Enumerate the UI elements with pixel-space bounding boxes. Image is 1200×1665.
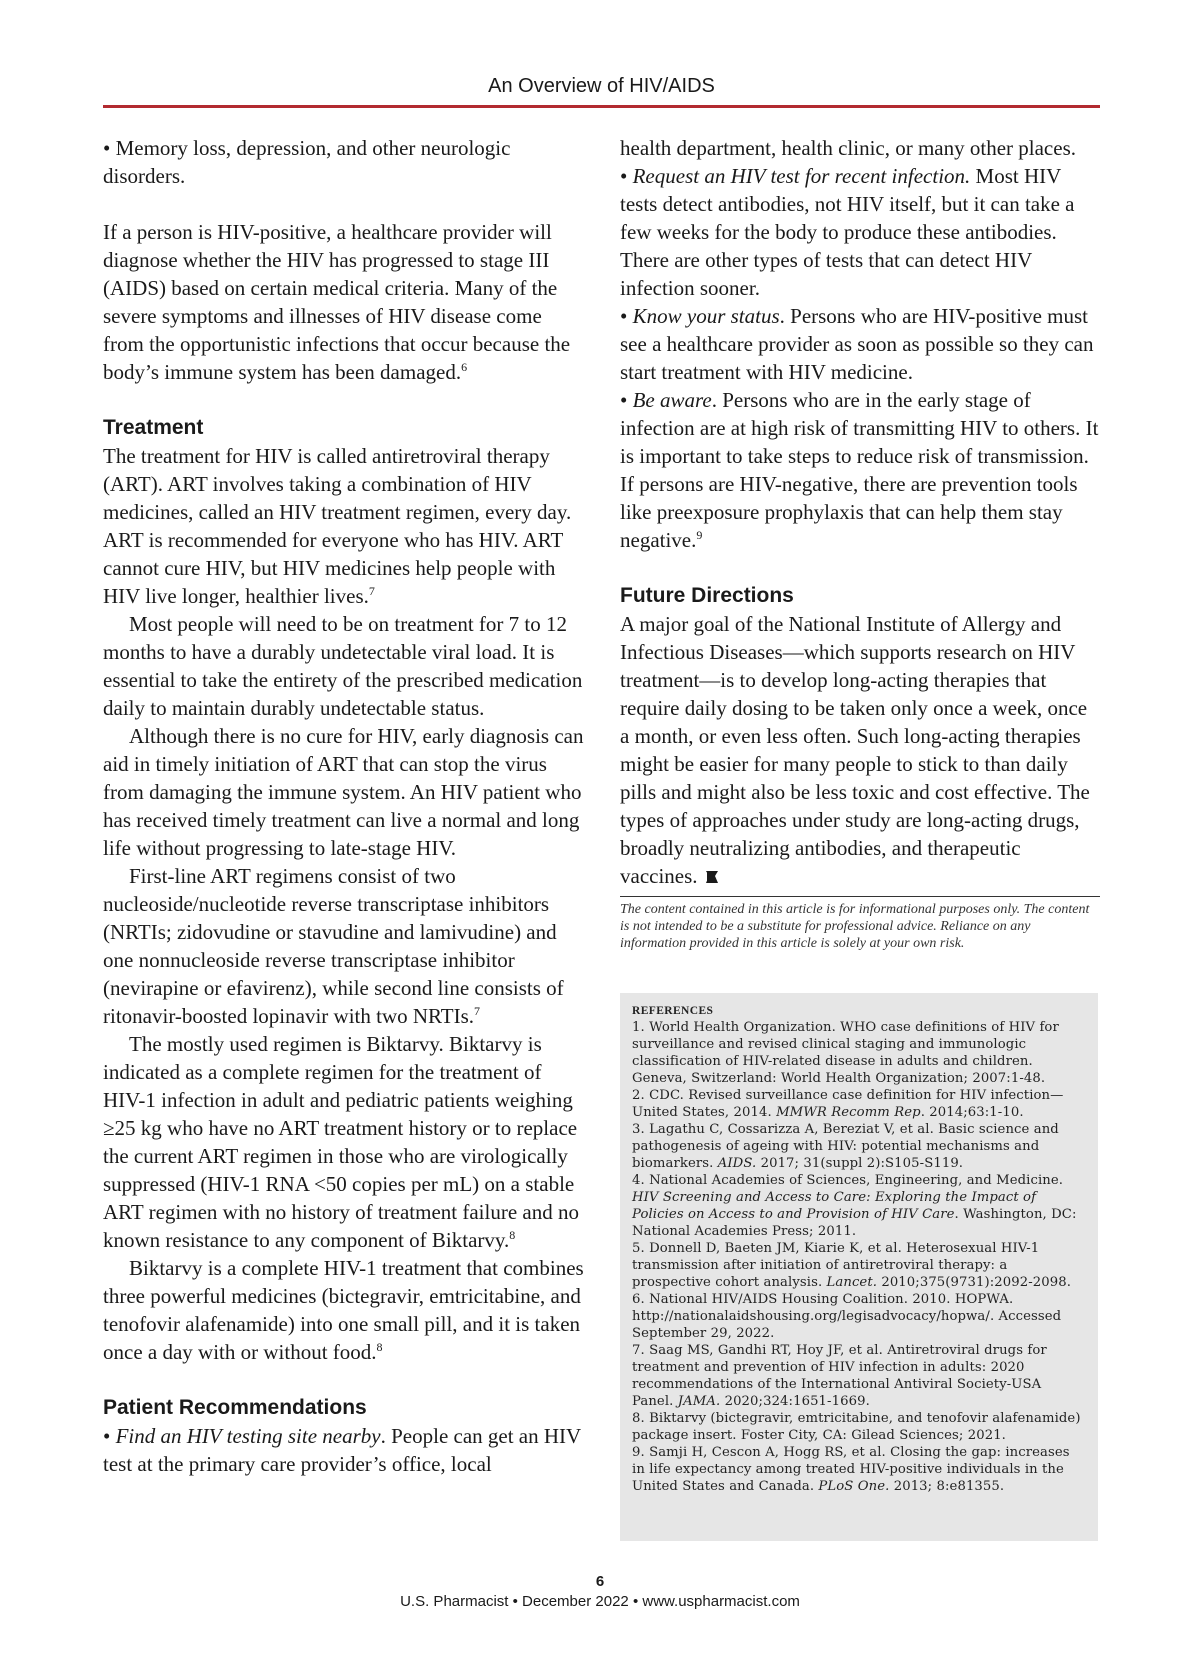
recommendation-text: . Persons who are in the early stage of infection are at high risk of transmitting HIV to others. It is important to take steps to reduce risk of transmission. If persons are HIV-negative, there are prevention tools like preexposure prophylaxis that can help them stay negative. — [620, 388, 1099, 552]
disclaimer: The content contained in this article is for informational purposes only. The content is not intended to be a substitute for professional advice. Reliance on any information provided in this article is solely at your own risk. — [620, 896, 1100, 952]
heading-patient-recommendations: Patient Recommendations — [103, 1396, 367, 1419]
paragraph-text: First-line ART regimens consist of two nucleoside/nucleotide reverse transcriptase inhibitors (NRTIs; zidovudine or stavudine and lamivudine) and one nonnucleoside reverse transcriptase inhibitor (nevirapine or efavirenz), while second line consists of ritonavir-boosted lopinavir with two NRTIs. — [103, 864, 564, 1028]
paragraph-diagnose — [103, 218, 585, 386]
paragraph-text: The mostly used regimen is Biktarvy. Biktarvy is indicated as a complete regimen for the treatment of HIV-1 infection in adult and pediatric patients weighing ≥25 kg who have no ART treatment history or to replace the current ART regimen in those who are virologically suppressed (HIV-1 RNA <50 copies per mL) on a stable ART regimen with no history of treatment failure and no known resistance to any component of Biktarvy. — [103, 1032, 579, 1252]
reference-text: 3. Lagathu C, Cossarizza A, Bereziat V, et al. Basic science and pathogenesis of ageing with HIV: potential mechanisms and biomarkers. — [632, 1122, 1059, 1171]
references-heading: REFERENCES — [632, 1005, 714, 1017]
reference-journal: PLoS One. — [818, 1479, 890, 1494]
reference-text: 9. Samji H, Cescon A, Hogg RS, et al. Closing the gap: increases in life expectancy among treated HIV-positive individuals in the United States and Canada. — [632, 1445, 1070, 1494]
reference-text: . 2014;63:1-10. — [920, 1105, 1024, 1120]
reference-item — [632, 1172, 1084, 1240]
journal-footer: U.S. Pharmacist • December 2022 • www.uspharmacist.com — [400, 1593, 800, 1610]
recommendation-text: . Persons who are HIV-positive must see a healthcare provider as soon as possible so they can start treatment with HIV medicine. — [620, 304, 1094, 384]
reference-journal: AIDS. — [717, 1156, 757, 1171]
reference-item — [632, 1444, 1084, 1495]
recommendation-text: Most HIV tests detect antibodies, not HIV itself, but it can take a few weeks for the body to produce these antibodies. There are other types of tests that can detect HIV infection sooner. — [620, 164, 1075, 300]
paragraph-future — [620, 610, 1100, 890]
recommendation-text: . People can get an HIV test at the primary care provider’s office, local — [103, 1424, 581, 1476]
paragraph-text: Biktarvy is a complete HIV-1 treatment that combines three powerful medicines (bictegravir, emtricitabine, and tenofovir alafenamide) into one small pill, and it is taken once a day with or without food. — [103, 1256, 584, 1364]
recommendation-title: Request an HIV test for recent infection. — [632, 164, 971, 188]
page-number: 6 — [595, 1573, 605, 1590]
paragraph-treatment-5 — [103, 1030, 585, 1254]
reference-item: 8. Biktarvy (bictegravir, emtricitabine, and tenofovir alafenamide) package insert. Foster City, CA: Gilead Sciences; 2021. — [632, 1411, 1081, 1443]
reference-item: 6. National HIV/AIDS Housing Coalition. 2010. HOPWA. http://nationalaidshousing.org/legisadvocacy/hopwa/. Accessed September 29, 2022. — [632, 1292, 1062, 1341]
citation: 8 — [376, 1340, 383, 1354]
reference-journal: MMWR Recomm Rep — [776, 1105, 921, 1120]
paragraph-treatment-3: Although there is no cure for HIV, early diagnosis can aid in timely initiation of ART that can stop the virus from damaging the immune system. An HIV patient who has received timely treatment can live a normal and long life without progressing to late-stage HIV. — [103, 724, 584, 860]
reference-item — [632, 1240, 1084, 1291]
reference-journal: JAMA. — [677, 1394, 721, 1409]
paragraph-text: A major goal of the National Institute of Allergy and Infectious Diseases—which supports research on HIV treatment—is to develop long-acting therapies that require daily dosing to be taken only once a week, once a month, or even less often. Such long-acting therapies might be easier for many people to stick to than daily pills and might also be less toxic and cost effective. The types of approaches under study are long-acting drugs, broadly neutralizing antibodies, and therapeutic vaccines. — [620, 612, 1090, 888]
reference-item — [632, 1121, 1084, 1172]
reference-text: 4. National Academies of Sciences, Engineering, and Medicine. — [632, 1173, 1064, 1188]
reference-text: 5. Donnell D, Baeten JM, Kiarie K, et al. Heterosexual HIV-1 transmission after initiation of antiretroviral therapy: a prospective cohort analysis. — [632, 1241, 1040, 1290]
paragraph-memory: • Memory loss, depression, and other neurologic disorders. — [103, 136, 511, 188]
recommendation-title: Find an HIV testing site nearby — [115, 1424, 381, 1448]
reference-text: 2010;375(9731):2092-2098. — [877, 1275, 1072, 1290]
reference-text: 2. CDC. Revised surveillance case definition for HIV infection—United States, 2014. — [632, 1088, 1064, 1120]
recommendation-request-test: • Request an HIV test for recent infection. Most HIV tests detect antibodies, not HIV itself, but it can take a few weeks for the body to produce these antibodies. There are other types of tests that can detect HIV infection sooner. — [620, 164, 1075, 300]
paragraph-treatment-4 — [103, 862, 585, 1030]
citation: 7 — [474, 1004, 481, 1018]
recommendation-find-site: • Find an HIV testing site nearby. People can get an HIV test at the primary care provider’s office, local — [103, 1424, 581, 1476]
recommendation-find-site-cont: health department, health clinic, or many other places. — [620, 136, 1076, 160]
reference-item — [632, 1087, 1084, 1121]
citation: 7 — [368, 584, 375, 598]
reference-text: 7. Saag MS, Gandhi RT, Hoy JF, et al. Antiretroviral drugs for treatment and prevention of HIV infection in adults: 2020 recommendations of the International Antiviral Society-USA Panel. — [632, 1343, 1047, 1409]
reference-text: 2017; 31(suppl 2):S105-S119. — [756, 1156, 964, 1171]
recommendation-be-aware: • Be aware. Persons who are in the early stage of infection are at high risk of transmitting HIV to others. It is important to take steps to reduce risk of transmission. If persons are HIV-negative, there are prevention tools like preexposure prophylaxis that can help them stay negative.$^9$ — [620, 388, 1099, 552]
left-column — [103, 134, 585, 1478]
citation: 6 — [461, 360, 468, 374]
paragraph-treatment-2: Most people will need to be on treatment for 7 to 12 months to have a durably undetectable viral load. It is essential to take the entirety of the prescribed medication daily to maintain durably undetectable status. — [103, 612, 583, 720]
citation: 8 — [509, 1228, 516, 1242]
reference-item: 1. World Health Organization. WHO case definitions of HIV for surveillance and revised clinical staging and immunologic classification of HIV-related disease in adults and children. Geneva, Switzerland: World Health Organization; 2007:1-48. — [632, 1020, 1059, 1086]
paragraph-text: If a person is HIV-positive, a healthcare provider will diagnose whether the HIV has progressed to stage III (AIDS) based on certain medical criteria. Many of the severe symptoms and illnesses of HIV disease come from the opportunistic infections that occur because the body’s immune system has been damaged. — [103, 220, 571, 384]
paragraph-treatment-6 — [103, 1254, 585, 1366]
references-box — [620, 993, 1098, 1541]
heading-treatment: Treatment — [103, 416, 204, 439]
reference-text: 2020;324:1651-1669. — [720, 1394, 870, 1409]
reference-text: . Washington, DC: National Academies Press; 2011. — [632, 1207, 1077, 1239]
running-title: An Overview of HIV/AIDS — [103, 72, 1100, 108]
reference-journal: Lancet. — [826, 1275, 878, 1290]
recommendation-title: Know your status — [632, 304, 780, 328]
recommendation-title: Be aware — [632, 388, 712, 412]
paragraph-treatment-1 — [103, 442, 585, 610]
paragraph-text: The treatment for HIV is called antiretroviral therapy (ART). ART involves taking a combination of HIV medicines, called an HIV treatment regimen, every day. ART is recommended for everyone who has HIV. ART cannot cure HIV, but HIV medicines help people with HIV live longer, healthier lives. — [103, 444, 572, 608]
reference-item — [632, 1342, 1084, 1410]
citation: 9 — [696, 528, 703, 542]
recommendation-know-status: • Know your status. Persons who are HIV-positive must see a healthcare provider as soon as possible so they can start treatment with HIV medicine. — [620, 304, 1094, 384]
article-end-icon — [704, 869, 720, 885]
reference-journal: HIV Screening and Access to Care: Exploring the Impact of Policies on Access to and Provision of HIV Care — [632, 1190, 1037, 1222]
right-column — [620, 134, 1100, 952]
reference-text: 2013; 8:e81355. — [889, 1479, 1005, 1494]
heading-future-directions: Future Directions — [620, 584, 794, 607]
